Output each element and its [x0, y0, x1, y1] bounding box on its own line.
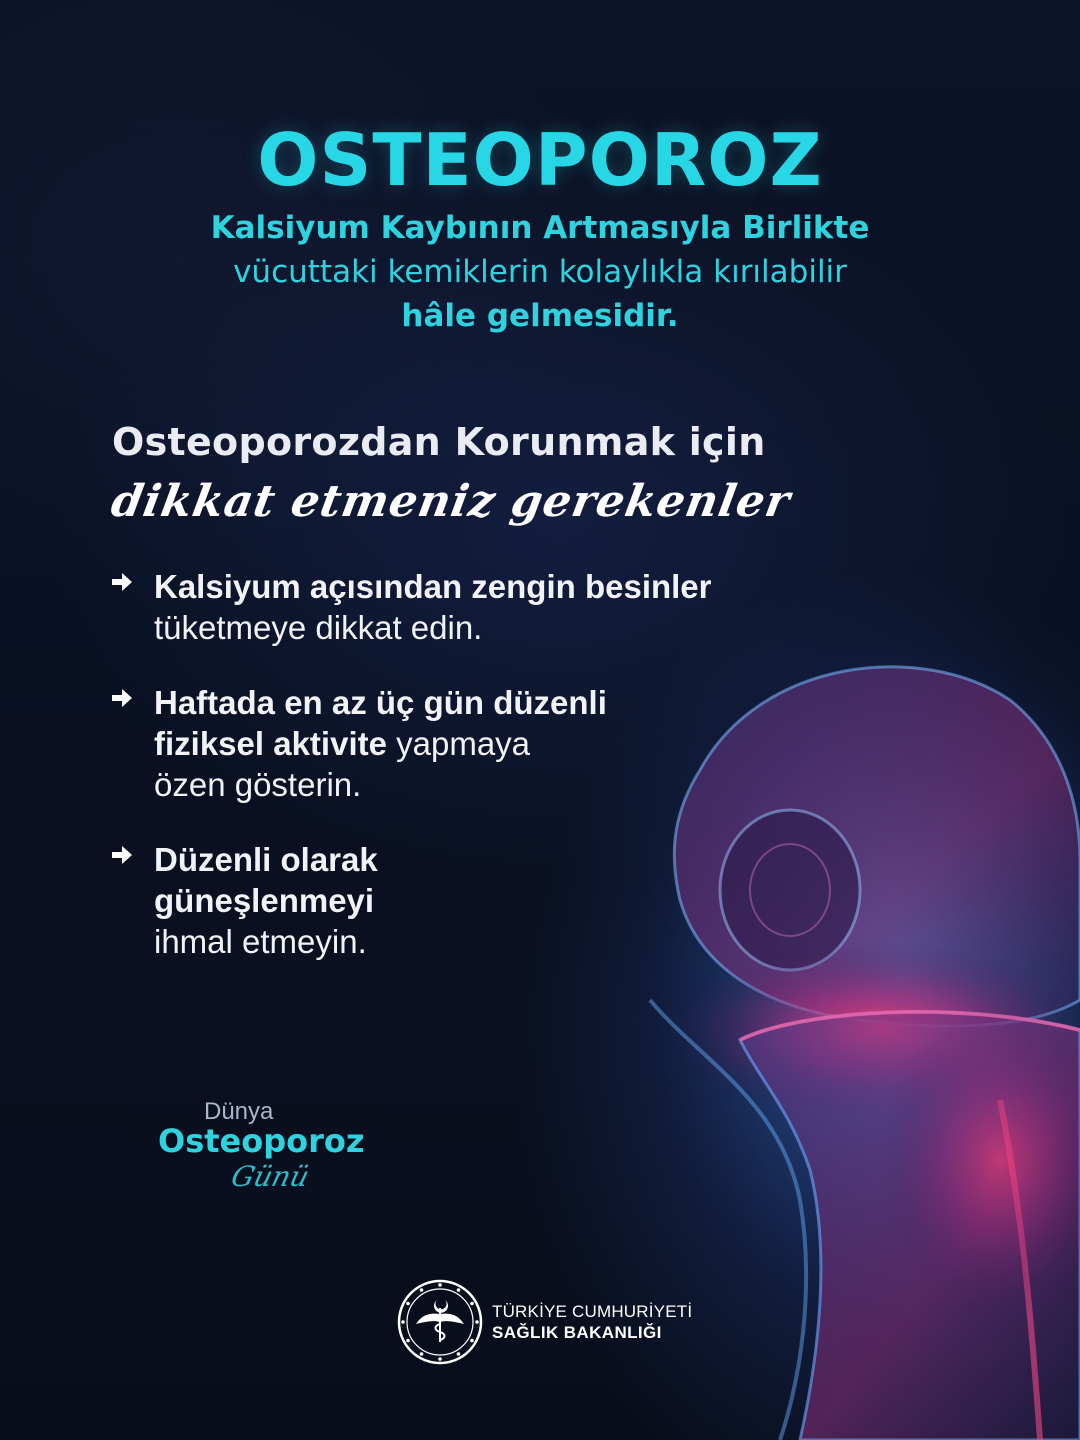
tip-2-line-2-bold: fiziksel aktivite [154, 725, 387, 762]
tip-2-line-2 [154, 723, 808, 764]
subtitle-line-3: hâle gelmesidir. [401, 298, 679, 334]
subtitle-line-2: vücuttaki kemiklerin kolaylıkla kırılabilir [233, 254, 847, 290]
list-item [108, 839, 808, 962]
tip-3-line-3: ihmal etmeyin. [154, 923, 367, 960]
tip-2-line-1: Haftada en az üç gün düzenli [154, 684, 607, 721]
ministry-logo [396, 1278, 716, 1368]
arrow-right-icon [108, 684, 136, 712]
tip-2-line-2-rest: yapmaya [386, 725, 531, 762]
tip-2-line-3: özen gösterin. [154, 766, 362, 803]
event-logo-top: Dünya [204, 1098, 274, 1125]
tip-1-line-2: tüketmeye dikkat edin. [154, 609, 483, 646]
subtitle-line-1: Kalsiyum Kaybının Artmasıyla Birlikte [210, 210, 870, 246]
section-heading [107, 418, 795, 528]
event-logo-script: Günü [227, 1160, 313, 1193]
section-title: Osteoporozdan Korunmak için [112, 420, 766, 464]
list-item [108, 682, 808, 805]
arrow-right-icon [108, 841, 136, 869]
event-logo-main: Osteoporoz [158, 1122, 365, 1160]
ministry-text [492, 1302, 692, 1344]
ministry-line-2: SAĞLIK BAKANLIĞI [492, 1323, 662, 1342]
header [0, 118, 1080, 338]
tips-list [108, 566, 808, 996]
tip-3-line-1: Düzenli olarak [154, 841, 378, 878]
main-title: OSTEOPOROZ [257, 118, 823, 202]
ministry-seal-icon [396, 1278, 484, 1366]
tip-1-line-1: Kalsiyum açısından zengin besinler [154, 568, 712, 605]
world-osteoporosis-day-logo [158, 1098, 398, 1218]
arrow-right-icon [108, 568, 136, 596]
section-script-subtitle: dikkat etmeniz gerekenler [107, 476, 795, 527]
list-item [108, 566, 808, 648]
tip-3-line-2: güneşlenmeyi [154, 882, 375, 919]
ministry-line-1: TÜRKİYE CUMHURİYETİ [492, 1302, 693, 1321]
